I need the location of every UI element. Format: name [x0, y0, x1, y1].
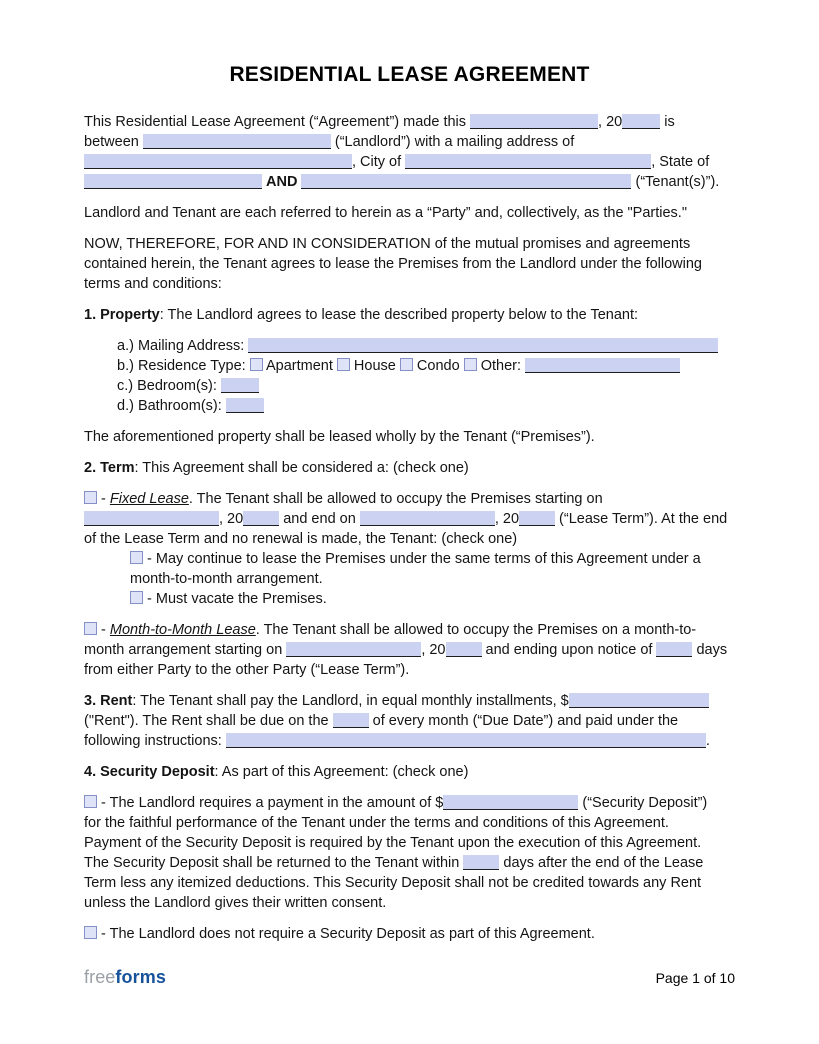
text-run: - The Landlord requires a payment in the amount of $ — [97, 795, 444, 811]
month-to-month-lease-checkbox[interactable] — [84, 622, 97, 635]
text-run: between — [84, 134, 143, 150]
text-run: , 20 — [219, 511, 244, 527]
text-run: Condo — [412, 358, 464, 374]
deposit-return-days-field[interactable] — [463, 855, 499, 870]
text-run: The aforementioned property shall be leased wholly by the Tenant (“Premises”). — [84, 429, 595, 445]
text-run: : The Tenant shall pay the Landlord, in equal monthly installments, $ — [132, 693, 569, 709]
fixed-lease-start-year-field[interactable] — [243, 511, 279, 526]
section-3-label: 3. Rent — [84, 693, 133, 709]
text-run: (“Landlord”) with a mailing address of — [330, 134, 575, 150]
parties-paragraph — [84, 203, 735, 223]
fixed-lease-option-continue — [84, 549, 735, 589]
mtm-start-date-field[interactable] — [286, 642, 421, 657]
text-run: and end on — [279, 511, 360, 527]
text-run: The Security Deposit shall be returned to the Tenant within — [84, 855, 464, 871]
text-run: , 20 — [494, 511, 520, 527]
text-run: days — [692, 642, 728, 658]
text-run: terms and conditions: — [84, 276, 222, 292]
text-run: : The Landlord agrees to lease the described property below to the Tenant: — [159, 307, 639, 323]
text-run: a.) Mailing Address: — [117, 338, 249, 354]
fixed-lease-option-vacate — [84, 589, 735, 609]
text-run: month-to-month arrangement. — [130, 571, 323, 587]
intro-paragraph — [84, 112, 735, 192]
section-1-property-heading — [84, 305, 735, 325]
landlord-name-field[interactable] — [143, 134, 331, 149]
security-deposit-required-checkbox[interactable] — [84, 795, 97, 808]
apartment-checkbox[interactable] — [250, 358, 263, 371]
landlord-state-field[interactable] — [84, 174, 262, 189]
section-1-label: 1. Property — [84, 307, 160, 323]
property-mailing-address-field[interactable] — [248, 338, 718, 353]
text-run: (“Tenant(s)”). — [631, 174, 720, 190]
text-run: - — [97, 622, 110, 638]
section-4-security-heading — [84, 762, 735, 782]
text-run: of the Lease Term and no renewal is made, the Tenant: (check one) — [84, 531, 518, 547]
mtm-notice-days-field[interactable] — [656, 642, 692, 657]
bathrooms-field[interactable] — [226, 398, 264, 413]
text-run: unless the Landlord gives their written consent. — [84, 895, 387, 911]
text-run: , State of — [651, 154, 710, 170]
consideration-paragraph — [84, 234, 735, 294]
property-item-b — [84, 356, 735, 376]
text-run: (“Lease Term”). At the end — [555, 511, 728, 527]
text-run: (“Security Deposit”) — [578, 795, 708, 811]
other-residence-type-field[interactable] — [525, 358, 680, 373]
text-run: contained herein, the Tenant agrees to lease the Premises from the Landlord under the following — [84, 256, 702, 272]
landlord-city-field[interactable] — [405, 154, 651, 169]
text-run: ("Rent"). The Rent shall be due on the — [84, 713, 333, 729]
text-run: Apartment — [262, 358, 337, 374]
text-run: from either Party to the other Party (“Lease Term”). — [84, 662, 410, 678]
section-3-rent-paragraph — [84, 691, 735, 751]
text-run: Other: — [476, 358, 526, 374]
text-run: , City of — [352, 154, 406, 170]
property-item-c — [84, 376, 735, 396]
text-run: days after the end of the Lease — [499, 855, 704, 871]
premises-paragraph — [84, 427, 735, 447]
agreement-year-field[interactable] — [622, 114, 660, 129]
page-footer — [84, 967, 735, 988]
page-number: Page 1 of 10 — [655, 970, 735, 986]
text-run: Landlord and Tenant are each referred to herein as a “Party” and, collectively, as the "Parties." — [84, 205, 687, 221]
text-run: following instructions: — [84, 733, 226, 749]
must-vacate-checkbox[interactable] — [130, 591, 143, 604]
text-run: - The Landlord does not require a Security Deposit as part of this Agreement. — [97, 926, 595, 942]
property-item-a — [84, 336, 735, 356]
text-run: . The Tenant shall be allowed to occupy the Premises on a month-to- — [255, 622, 697, 638]
text-run: month arrangement starting on — [84, 642, 287, 658]
landlord-mailing-address-field[interactable] — [84, 154, 352, 169]
fixed-lease-end-date-field[interactable] — [360, 511, 495, 526]
text-run: Term less any itemized deductions. This Security Deposit shall not be credited towards any Rent — [84, 875, 702, 891]
document-title: RESIDENTIAL LEASE AGREEMENT — [229, 63, 590, 86]
fixed-lease-start-date-field[interactable] — [84, 511, 219, 526]
text-run: NOW, THEREFORE, FOR AND IN CONSIDERATION of the mutual promises and agreements — [84, 236, 691, 252]
bedrooms-field[interactable] — [221, 378, 259, 393]
text-run: Payment of the Security Deposit is required by the Tenant upon the execution of this Agreement. — [84, 835, 702, 851]
security-deposit-amount-field[interactable] — [443, 795, 578, 810]
house-checkbox[interactable] — [337, 358, 350, 371]
text-run: of every month (“Due Date”) and paid under the — [368, 713, 679, 729]
section-2-term-heading — [84, 458, 735, 478]
no-security-deposit-checkbox[interactable] — [84, 926, 97, 939]
text-run: : As part of this Agreement: (check one) — [214, 764, 469, 780]
text-run: . The Tenant shall be allowed to occupy the Premises starting on — [188, 491, 603, 507]
fixed-lease-label: Fixed Lease — [109, 491, 189, 507]
security-deposit-not-required-paragraph — [84, 924, 735, 944]
logo-forms-text: forms — [115, 967, 166, 987]
text-run: for the faithful performance of the Tenant under the terms and conditions of this Agreement. — [84, 815, 669, 831]
text-run: d.) Bathroom(s): — [117, 398, 226, 414]
condo-checkbox[interactable] — [400, 358, 413, 371]
fixed-lease-paragraph — [84, 489, 735, 549]
other-residence-checkbox[interactable] — [464, 358, 477, 371]
tenant-name-field[interactable] — [301, 174, 631, 189]
text-run: - — [97, 491, 110, 507]
text-run: - May continue to lease the Premises under the same terms of this Agreement under a — [143, 551, 701, 567]
security-deposit-required-paragraph — [84, 793, 735, 913]
freeforms-logo — [84, 967, 166, 987]
text-run: : This Agreement shall be considered a: (check one) — [134, 460, 469, 476]
rent-amount-field[interactable] — [569, 693, 709, 708]
text-run: House — [349, 358, 400, 374]
fixed-lease-end-year-field[interactable] — [519, 511, 555, 526]
continue-month-to-month-checkbox[interactable] — [130, 551, 143, 564]
agreement-date-field[interactable] — [470, 114, 598, 129]
text-run: . — [705, 733, 710, 749]
month-to-month-lease-label: Month-to-Month Lease — [109, 622, 256, 638]
month-to-month-paragraph — [84, 620, 735, 680]
property-item-d — [84, 396, 735, 416]
text-run: is — [660, 114, 675, 130]
logo-free-text: free — [84, 967, 116, 987]
section-4-label: 4. Security Deposit — [84, 764, 215, 780]
text-run: and ending upon notice of — [481, 642, 657, 658]
and-connector: AND — [266, 174, 298, 190]
text-run: , 20 — [598, 114, 623, 130]
text-run: c.) Bedroom(s): — [117, 378, 221, 394]
payment-instructions-field[interactable] — [226, 733, 706, 748]
text-run: This Residential Lease Agreement (“Agreement”) made this — [84, 114, 471, 130]
text-run: , 20 — [421, 642, 446, 658]
mtm-start-year-field[interactable] — [446, 642, 482, 657]
rent-due-day-field[interactable] — [333, 713, 369, 728]
section-2-label: 2. Term — [84, 460, 135, 476]
fixed-lease-checkbox[interactable] — [84, 491, 97, 504]
text-run: b.) Residence Type: — [117, 358, 250, 374]
text-run: - Must vacate the Premises. — [143, 591, 327, 607]
